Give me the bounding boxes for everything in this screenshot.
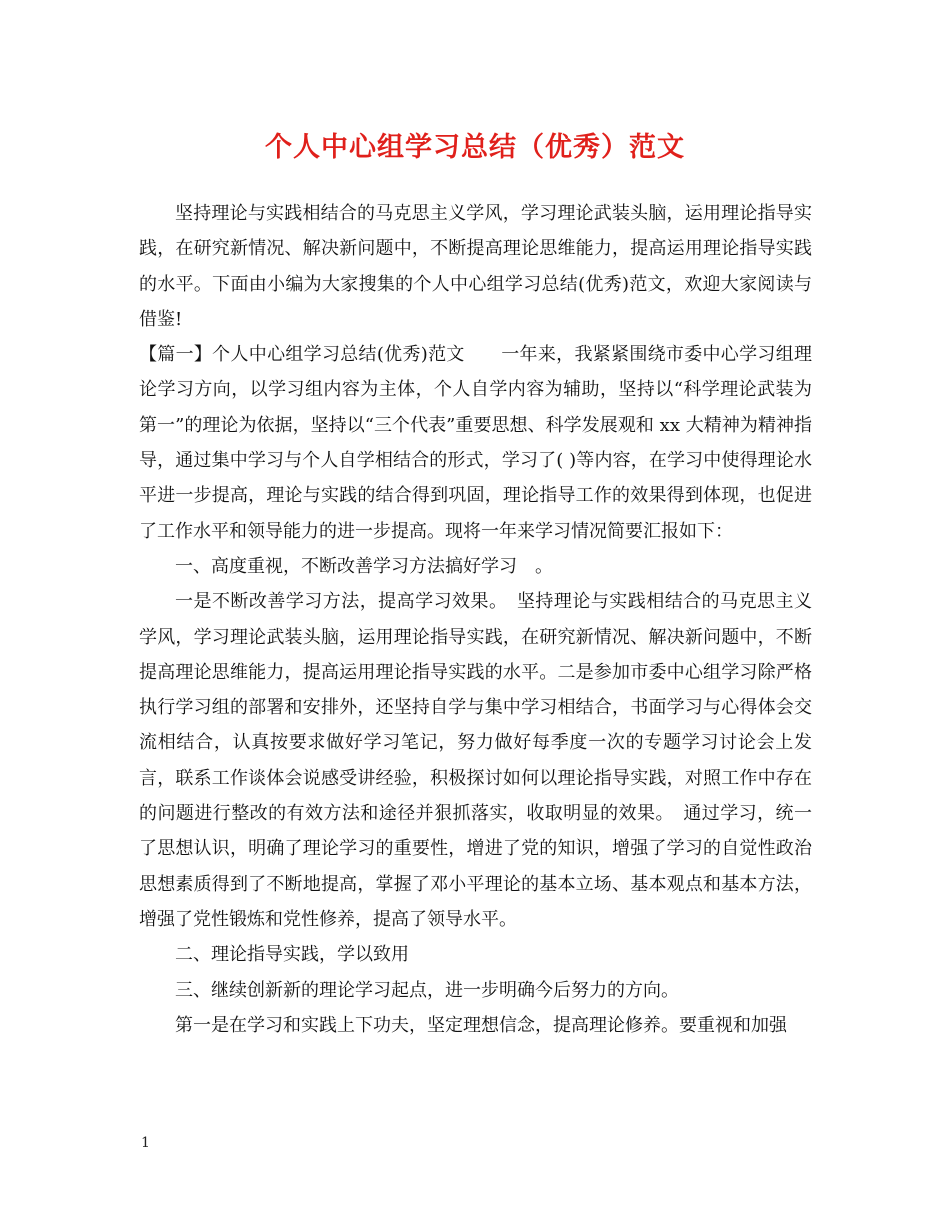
paragraph-first-point: 第一是在学习和实践上下功夫，坚定理想信念，提高理论修养。要重视和加强 bbox=[175, 1014, 787, 1036]
heading-three: 三、继续创新新的理论学习起点，进一步明确今后努力的方向。 bbox=[175, 979, 679, 1001]
paragraph-intro: 坚持理论与实践相结合的马克思主义学风，学习理论武装头脑，运用理论指导实践，在研究新情况、解决新问题中，不断提高理论思维能力，提高运用理论指导实践的水平。下面由小编为大家搜集的个人中心组学习总结(优秀)范文，欢迎大家阅读与借鉴! bbox=[139, 203, 812, 330]
paragraph-section-one: 【篇一】个人中心组学习总结(优秀)范文 一年来，我紧紧围绕市委中心学习组理论学习方向，以学习组内容为主体，个人自学内容为辅助，坚持以“科学理论武装为第一”的理论为依据，坚持以“三个代表”重要思想、科学发展观和 xx 大精神为精神指导，通过集中学习与个人自学相结合的形式，学习了( )等内容，在学习中使得理论水平进一步提高，理论与实践的结合得到巩固，理论指导工作的效果得到体现，也促进了工作水平和领导能力的进一步提高。现将一年来学习情况简要汇报如下： bbox=[139, 344, 812, 542]
heading-one: 一、高度重视，不断改善学习方法搞好学习 。 bbox=[175, 555, 553, 577]
page-number: 1 bbox=[141, 1135, 150, 1151]
heading-two: 二、理论指导实践，学以致用 bbox=[175, 944, 409, 966]
paragraph-study-methods: 一是不断改善学习方法，提高学习效果。 坚持理论与实践相结合的马克思主义学风，学习理论武装头脑，运用理论指导实践，在研究新情况、解决新问题中，不断提高理论思维能力，提高运用理论指导实践的水平。二是参加市委中心组学习除严格执行学习组的部署和安排外，还坚持自学与集中学习相结合，书面学习与心得体会交流相结合，认真按要求做好学习笔记，努力做好每季度一次的专题学习讨论会上发言，联系工作谈体会说感受讲经验，积极探讨如何以理论指导实践，对照工作中存在的问题进行整改的有效方法和途径并狠抓落实，收取明显的效果。 通过学习，统一了思想认识，明确了理论学习的重要性，增进了党的知识，增强了学习的自觉性政治思想素质得到了不断地提高，掌握了邓小平理论的基本立场、基本观点和基本方法，增强了党性锻炼和党性修养，提高了领导水平。 bbox=[139, 591, 812, 930]
page-title: 个人中心组学习总结（优秀）范文 bbox=[265, 132, 685, 163]
document-body bbox=[139, 196, 812, 1043]
